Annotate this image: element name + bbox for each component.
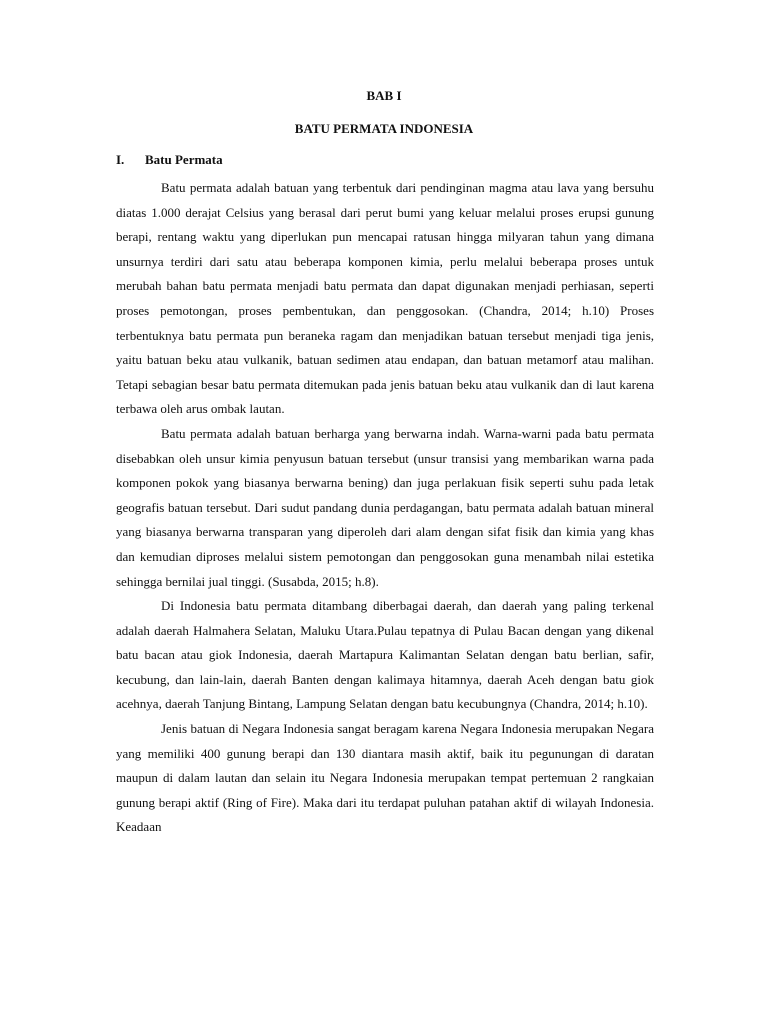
chapter-title: BATU PERMATA INDONESIA [294, 121, 474, 136]
section-heading [116, 152, 223, 168]
chapter-number: BAB I [366, 88, 402, 103]
section-number: I. [116, 152, 125, 167]
paragraph: Di Indonesia batu permata ditambang diberbagai daerah, dan daerah yang paling terkenal adalah daerah Halmahera Selatan, Maluku Utara.Pulau tepatnya di Pulau Bacan dengan yang dikenal batu bacan atau giok Indonesia, daerah Martapura Kalimantan Selatan dengan batu berlian, safir, kecubung, dan lain-lain, daerah Banten dengan kalimaya hitamnya, daerah Aceh dengan batu giok acehnya, daerah Tanjung Bintang, Lampung Selatan dengan batu kecubungnya (Chandra, 2014; h.10). [116, 598, 654, 712]
paragraph: Jenis batuan di Negara Indonesia sangat beragam karena Negara Indonesia merupakan Negara yang memiliki 400 gunung berapi dan 130 diantara masih aktif, baik itu pegunungan di daratan maupun di dalam lautan dan selain itu Negara Indonesia merupakan tempat pertemuan 2 rangkaian gunung berapi aktif (Ring of Fire). Maka dari itu terdapat puluhan patahan aktif di wilayah Indonesia. Keadaan [116, 721, 654, 835]
body-text [116, 176, 654, 840]
section-title: Batu Permata [145, 152, 223, 167]
paragraph: Batu permata adalah batuan yang terbentuk dari pendinginan magma atau lava yang bersuhu diatas 1.000 derajat Celsius yang berasal dari perut bumi yang keluar melalui proses erupsi gunung berapi, rentang waktu yang diperlukan pun mencapai ratusan hingga milyaran tahun yang dimana unsurnya terdiri dari satu atau beberapa komponen kimia, perlu melalui beberapa proses untuk merubah bahan batu permata menjadi batu permata dan dapat digunakan menjadi perhiasan, seperti proses pemotongan, proses pembentukan, dan penggosokan. (Chandra, 2014; h.10) Proses terbentuknya batu permata pun beraneka ragam dan menjadikan batuan tersebut menjadi tiga jenis, yaitu batuan beku atau vulkanik, batuan sedimen atau endapan, dan batuan metamorf atau malihan. Tetapi sebagian besar batu permata ditemukan pada jenis batuan beku atau vulkanik dan di laut karena terbawa oleh arus ombak lautan. [116, 180, 654, 417]
paragraph: Batu permata adalah batuan berharga yang berwarna indah. Warna-warni pada batu permata disebabkan oleh unsur kimia penyusun batuan tersebut (unsur transisi yang membarikan warna pada komponen pokok yang biasanya berwarna bening) dan juga perlakuan fisik seperti suhu pada letak geografis batuan tersebut. Dari sudut pandang dunia perdagangan, batu permata adalah batuan mineral yang biasanya berwarna transparan yang diperoleh dari alam dengan sifat fisik dan kimia yang khas dan kemudian diproses melalui sistem pemotongan dan penggosokan guna menambah nilai estetika sehingga bernilai jual tinggi. (Susabda, 2015; h.8). [116, 425, 654, 589]
